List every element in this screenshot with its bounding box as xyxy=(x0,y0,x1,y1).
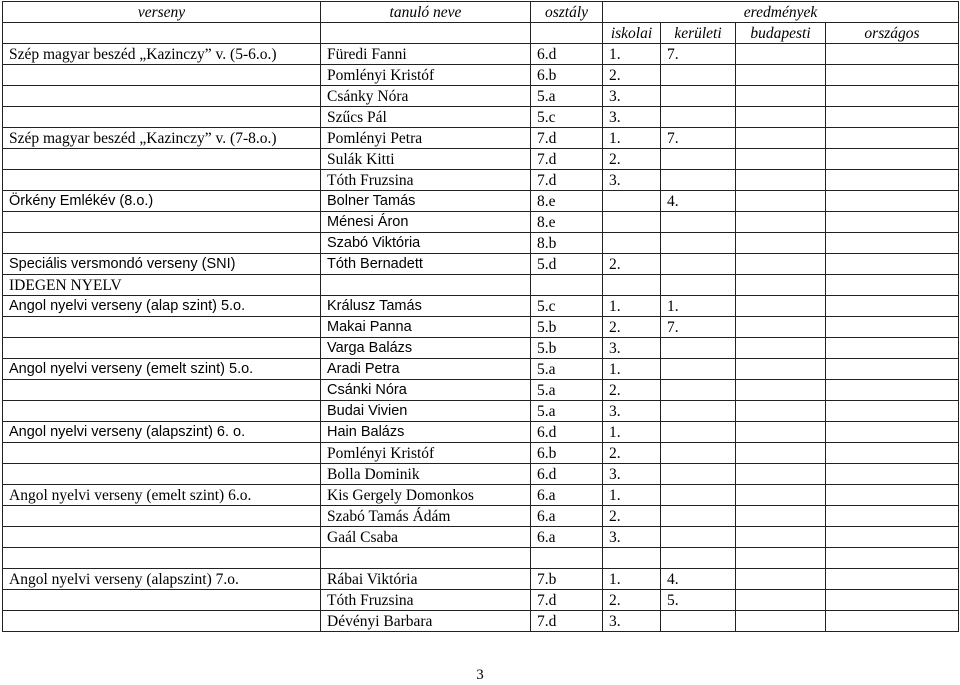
header-tanulo-neve: tanuló neve xyxy=(321,2,531,23)
cell-verseny: Szép magyar beszéd „Kazinczy” v. (7-8.o.) xyxy=(3,128,321,149)
cell-nev: Füredi Fanni xyxy=(321,44,531,65)
cell-nev: Csánki Nóra xyxy=(321,380,531,401)
cell-iskolai: 3. xyxy=(603,527,661,548)
cell-iskolai xyxy=(603,191,661,212)
cell-iskolai: 2. xyxy=(603,149,661,170)
cell-iskolai: 1. xyxy=(603,128,661,149)
cell-orszagos xyxy=(826,170,959,191)
cell-keruleti xyxy=(661,443,736,464)
cell-verseny xyxy=(3,212,321,233)
cell-budapesti xyxy=(736,422,826,443)
cell-budapesti xyxy=(736,338,826,359)
cell-osztaly: 5.c xyxy=(531,107,603,128)
cell-verseny xyxy=(3,611,321,632)
cell-budapesti xyxy=(736,107,826,128)
cell-nev: Pomlényi Kristóf xyxy=(321,65,531,86)
cell-keruleti xyxy=(661,212,736,233)
cell-nev: Szűcs Pál xyxy=(321,107,531,128)
cell-orszagos xyxy=(826,569,959,590)
cell-budapesti xyxy=(736,44,826,65)
cell-nev: Pomlényi Kristóf xyxy=(321,443,531,464)
cell-keruleti: 1. xyxy=(661,296,736,317)
cell-orszagos xyxy=(826,611,959,632)
cell-budapesti xyxy=(736,128,826,149)
cell-keruleti xyxy=(661,611,736,632)
cell-keruleti xyxy=(661,548,736,569)
cell-nev: Budai Vivien xyxy=(321,401,531,422)
cell-budapesti xyxy=(736,65,826,86)
table-row xyxy=(3,422,959,443)
cell-orszagos xyxy=(826,464,959,485)
cell-keruleti xyxy=(661,254,736,275)
cell-osztaly: 8.b xyxy=(531,233,603,254)
cell-iskolai: 1. xyxy=(603,44,661,65)
cell-keruleti xyxy=(661,233,736,254)
cell-iskolai xyxy=(603,275,661,296)
cell-osztaly xyxy=(531,548,603,569)
cell-osztaly: 5.b xyxy=(531,317,603,338)
subheader-empty-1 xyxy=(3,23,321,44)
table-row xyxy=(3,548,959,569)
cell-orszagos xyxy=(826,401,959,422)
cell-nev: Szabó Viktória xyxy=(321,233,531,254)
cell-nev: Kis Gergely Domonkos xyxy=(321,485,531,506)
cell-orszagos xyxy=(826,359,959,380)
cell-keruleti xyxy=(661,359,736,380)
cell-iskolai: 3. xyxy=(603,170,661,191)
cell-verseny xyxy=(3,338,321,359)
cell-keruleti xyxy=(661,506,736,527)
cell-keruleti xyxy=(661,485,736,506)
results-table xyxy=(2,1,959,632)
cell-verseny xyxy=(3,317,321,338)
table-row xyxy=(3,170,959,191)
cell-keruleti xyxy=(661,275,736,296)
cell-keruleti: 7. xyxy=(661,317,736,338)
table-row xyxy=(3,443,959,464)
cell-budapesti xyxy=(736,464,826,485)
cell-nev: Gaál Csaba xyxy=(321,527,531,548)
cell-iskolai: 2. xyxy=(603,443,661,464)
table-row xyxy=(3,44,959,65)
cell-iskolai: 3. xyxy=(603,464,661,485)
subheader-empty-3 xyxy=(531,23,603,44)
table-row xyxy=(3,296,959,317)
cell-osztaly: 5.a xyxy=(531,380,603,401)
cell-budapesti xyxy=(736,443,826,464)
cell-budapesti xyxy=(736,611,826,632)
cell-verseny xyxy=(3,590,321,611)
cell-keruleti xyxy=(661,401,736,422)
cell-osztaly: 5.a xyxy=(531,86,603,107)
cell-iskolai: 1. xyxy=(603,296,661,317)
cell-orszagos xyxy=(826,86,959,107)
cell-iskolai: 2. xyxy=(603,65,661,86)
cell-iskolai: 1. xyxy=(603,569,661,590)
results-body xyxy=(3,44,959,632)
cell-keruleti xyxy=(661,380,736,401)
cell-keruleti xyxy=(661,464,736,485)
cell-osztaly: 6.d xyxy=(531,422,603,443)
cell-verseny: IDEGEN NYELV xyxy=(3,275,321,296)
cell-budapesti xyxy=(736,527,826,548)
cell-osztaly: 7.d xyxy=(531,170,603,191)
table-row xyxy=(3,107,959,128)
cell-budapesti xyxy=(736,380,826,401)
cell-osztaly: 6.b xyxy=(531,443,603,464)
cell-orszagos xyxy=(826,422,959,443)
table-row xyxy=(3,65,959,86)
cell-keruleti: 4. xyxy=(661,191,736,212)
cell-budapesti xyxy=(736,548,826,569)
cell-orszagos xyxy=(826,485,959,506)
cell-nev: Tóth Fruzsina xyxy=(321,170,531,191)
table-row xyxy=(3,86,959,107)
cell-budapesti xyxy=(736,485,826,506)
cell-iskolai: 2. xyxy=(603,506,661,527)
cell-nev: Rábai Viktória xyxy=(321,569,531,590)
cell-osztaly: 6.a xyxy=(531,506,603,527)
cell-orszagos xyxy=(826,317,959,338)
cell-osztaly: 5.a xyxy=(531,401,603,422)
table-row xyxy=(3,212,959,233)
cell-nev: Pomlényi Petra xyxy=(321,128,531,149)
cell-nev: Králusz Tamás xyxy=(321,296,531,317)
cell-orszagos xyxy=(826,107,959,128)
cell-nev: Tóth Bernadett xyxy=(321,254,531,275)
cell-osztaly: 5.d xyxy=(531,254,603,275)
cell-orszagos xyxy=(826,254,959,275)
cell-nev: Ménesi Áron xyxy=(321,212,531,233)
header-orszagos: országos xyxy=(826,23,959,44)
cell-nev: Bolla Dominik xyxy=(321,464,531,485)
cell-keruleti: 4. xyxy=(661,569,736,590)
cell-orszagos xyxy=(826,191,959,212)
cell-nev: Dévényi Barbara xyxy=(321,611,531,632)
header-osztaly: osztály xyxy=(531,2,603,23)
cell-osztaly: 6.a xyxy=(531,485,603,506)
cell-iskolai xyxy=(603,233,661,254)
cell-budapesti xyxy=(736,212,826,233)
cell-osztaly: 6.a xyxy=(531,527,603,548)
cell-orszagos xyxy=(826,128,959,149)
cell-verseny: Angol nyelvi verseny (alapszint) 6. o. xyxy=(3,422,321,443)
page-number: 3 xyxy=(476,667,484,683)
cell-nev: Varga Balázs xyxy=(321,338,531,359)
cell-iskolai xyxy=(603,212,661,233)
cell-orszagos xyxy=(826,590,959,611)
cell-verseny xyxy=(3,527,321,548)
table-row xyxy=(3,191,959,212)
cell-keruleti xyxy=(661,149,736,170)
cell-osztaly: 7.d xyxy=(531,128,603,149)
table-row xyxy=(3,233,959,254)
cell-nev: Aradi Petra xyxy=(321,359,531,380)
cell-keruleti: 7. xyxy=(661,128,736,149)
cell-osztaly: 6.d xyxy=(531,464,603,485)
cell-iskolai: 3. xyxy=(603,107,661,128)
header-eredmenyek: eredmények xyxy=(603,2,959,23)
cell-keruleti xyxy=(661,338,736,359)
table-row xyxy=(3,317,959,338)
table-row xyxy=(3,611,959,632)
cell-budapesti xyxy=(736,191,826,212)
cell-verseny xyxy=(3,65,321,86)
cell-nev xyxy=(321,275,531,296)
cell-budapesti xyxy=(736,86,826,107)
cell-budapesti xyxy=(736,149,826,170)
cell-osztaly: 7.b xyxy=(531,569,603,590)
cell-nev: Makai Panna xyxy=(321,317,531,338)
cell-keruleti xyxy=(661,422,736,443)
table-row xyxy=(3,380,959,401)
cell-verseny xyxy=(3,149,321,170)
cell-budapesti xyxy=(736,590,826,611)
cell-osztaly: 5.b xyxy=(531,338,603,359)
table-row xyxy=(3,485,959,506)
cell-iskolai: 3. xyxy=(603,401,661,422)
cell-verseny xyxy=(3,506,321,527)
cell-orszagos xyxy=(826,212,959,233)
cell-orszagos xyxy=(826,338,959,359)
cell-keruleti xyxy=(661,107,736,128)
cell-keruleti xyxy=(661,65,736,86)
subheader-empty-2 xyxy=(321,23,531,44)
cell-keruleti xyxy=(661,170,736,191)
cell-iskolai: 3. xyxy=(603,338,661,359)
table-row xyxy=(3,128,959,149)
cell-verseny xyxy=(3,107,321,128)
cell-orszagos xyxy=(826,44,959,65)
cell-orszagos xyxy=(826,527,959,548)
cell-verseny xyxy=(3,401,321,422)
cell-verseny xyxy=(3,464,321,485)
cell-osztaly: 6.b xyxy=(531,65,603,86)
cell-iskolai: 1. xyxy=(603,485,661,506)
cell-budapesti xyxy=(736,359,826,380)
cell-osztaly: 8.e xyxy=(531,212,603,233)
cell-iskolai: 1. xyxy=(603,422,661,443)
cell-verseny: Speciális versmondó verseny (SNI) xyxy=(3,254,321,275)
cell-iskolai: 2. xyxy=(603,590,661,611)
cell-orszagos xyxy=(826,149,959,170)
cell-budapesti xyxy=(736,506,826,527)
cell-verseny: Angol nyelvi verseny (emelt szint) 5.o. xyxy=(3,359,321,380)
cell-verseny: Angol nyelvi verseny (emelt szint) 6.o. xyxy=(3,485,321,506)
cell-verseny xyxy=(3,443,321,464)
cell-nev: Hain Balázs xyxy=(321,422,531,443)
cell-osztaly: 7.d xyxy=(531,611,603,632)
cell-verseny xyxy=(3,380,321,401)
cell-nev: Sulák Kitti xyxy=(321,149,531,170)
cell-budapesti xyxy=(736,170,826,191)
table-row xyxy=(3,254,959,275)
cell-iskolai: 2. xyxy=(603,317,661,338)
cell-osztaly: 6.d xyxy=(531,44,603,65)
cell-orszagos xyxy=(826,443,959,464)
cell-verseny: Angol nyelvi verseny (alapszint) 7.o. xyxy=(3,569,321,590)
table-row xyxy=(3,527,959,548)
cell-verseny: Szép magyar beszéd „Kazinczy” v. (5-6.o.) xyxy=(3,44,321,65)
header-verseny: verseny xyxy=(3,2,321,23)
table-row xyxy=(3,275,959,296)
cell-osztaly: 8.e xyxy=(531,191,603,212)
cell-verseny: Örkény Emlékév (8.o.) xyxy=(3,191,321,212)
cell-orszagos xyxy=(826,380,959,401)
cell-orszagos xyxy=(826,275,959,296)
cell-orszagos xyxy=(826,296,959,317)
cell-verseny xyxy=(3,548,321,569)
cell-budapesti xyxy=(736,317,826,338)
cell-budapesti xyxy=(736,233,826,254)
cell-keruleti: 7. xyxy=(661,44,736,65)
cell-keruleti: 5. xyxy=(661,590,736,611)
cell-verseny xyxy=(3,233,321,254)
header-row xyxy=(3,2,959,23)
table-row xyxy=(3,506,959,527)
cell-nev xyxy=(321,548,531,569)
cell-keruleti xyxy=(661,527,736,548)
table-row xyxy=(3,359,959,380)
cell-budapesti xyxy=(736,254,826,275)
cell-budapesti xyxy=(736,401,826,422)
cell-osztaly: 7.d xyxy=(531,590,603,611)
header-iskolai: iskolai xyxy=(603,23,661,44)
cell-nev: Szabó Tamás Ádám xyxy=(321,506,531,527)
cell-keruleti xyxy=(661,86,736,107)
cell-osztaly xyxy=(531,275,603,296)
cell-orszagos xyxy=(826,548,959,569)
table-row xyxy=(3,590,959,611)
cell-iskolai: 3. xyxy=(603,611,661,632)
table-row xyxy=(3,338,959,359)
cell-verseny: Angol nyelvi verseny (alap szint) 5.o. xyxy=(3,296,321,317)
cell-orszagos xyxy=(826,65,959,86)
cell-osztaly: 5.a xyxy=(531,359,603,380)
cell-iskolai: 2. xyxy=(603,380,661,401)
table-row xyxy=(3,149,959,170)
header-keruleti: kerületi xyxy=(661,23,736,44)
cell-osztaly: 7.d xyxy=(531,149,603,170)
table-row xyxy=(3,569,959,590)
table-row xyxy=(3,401,959,422)
cell-osztaly: 5.c xyxy=(531,296,603,317)
subheader-row xyxy=(3,23,959,44)
cell-orszagos xyxy=(826,233,959,254)
cell-budapesti xyxy=(736,296,826,317)
cell-nev: Bolner Tamás xyxy=(321,191,531,212)
cell-iskolai xyxy=(603,548,661,569)
cell-iskolai: 3. xyxy=(603,86,661,107)
cell-iskolai: 2. xyxy=(603,254,661,275)
table-row xyxy=(3,464,959,485)
cell-orszagos xyxy=(826,506,959,527)
header-budapesti: budapesti xyxy=(736,23,826,44)
cell-nev: Tóth Fruzsina xyxy=(321,590,531,611)
cell-budapesti xyxy=(736,569,826,590)
cell-verseny xyxy=(3,170,321,191)
cell-iskolai: 1. xyxy=(603,359,661,380)
cell-budapesti xyxy=(736,275,826,296)
cell-verseny xyxy=(3,86,321,107)
cell-nev: Csánky Nóra xyxy=(321,86,531,107)
